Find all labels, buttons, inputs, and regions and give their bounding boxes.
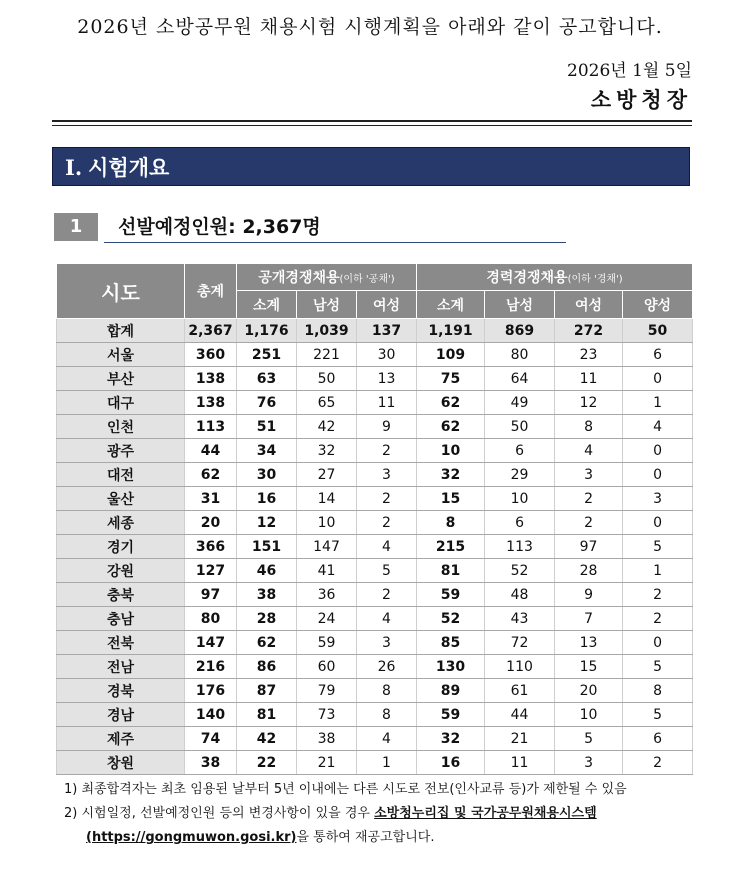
value-cell: 360 [185,343,237,367]
value-cell: 3 [357,463,417,487]
subsection-number: 1 [54,213,98,241]
value-cell: 43 [485,607,555,631]
value-cell: 38 [185,751,237,775]
value-cell: 138 [185,391,237,415]
value-cell: 61 [485,679,555,703]
value-cell: 2 [357,487,417,511]
value-cell: 10 [555,703,623,727]
value-cell: 6 [623,343,693,367]
value-cell: 79 [297,679,357,703]
value-cell: 4 [357,727,417,751]
region-cell: 세종 [57,511,185,535]
header-open-male: 남성 [297,291,357,319]
value-cell: 32 [297,439,357,463]
intro-text: 2026년 소방공무원 채용시험 시행계획을 아래와 같이 공고합니다. [77,16,663,38]
region-cell: 경북 [57,679,185,703]
table-row [57,391,693,415]
header-region: 시도 [57,264,185,319]
value-cell: 34 [237,439,297,463]
value-cell: 6 [485,439,555,463]
value-cell: 110 [485,655,555,679]
value-cell: 27 [297,463,357,487]
value-cell: 38 [297,727,357,751]
value-cell: 81 [417,559,485,583]
value-cell: 72 [485,631,555,655]
value-cell: 5 [555,727,623,751]
value-cell: 8 [623,679,693,703]
value-cell: 6 [485,511,555,535]
value-cell: 4 [357,535,417,559]
value-cell: 130 [417,655,485,679]
value-cell: 21 [485,727,555,751]
value-cell: 62 [417,415,485,439]
header-career-subtotal: 소계 [417,291,485,319]
table-row [57,727,693,751]
table-row [57,703,693,727]
value-cell: 0 [623,463,693,487]
region-cell: 경기 [57,535,185,559]
value-cell: 21 [297,751,357,775]
region-cell: 대구 [57,391,185,415]
value-cell: 2 [623,751,693,775]
value-cell: 8 [417,511,485,535]
value-cell: 5 [623,703,693,727]
region-cell: 제주 [57,727,185,751]
value-cell: 113 [185,415,237,439]
value-cell: 15 [417,487,485,511]
value-cell: 50 [485,415,555,439]
table-row [57,415,693,439]
value-cell: 31 [185,487,237,511]
value-cell: 0 [623,511,693,535]
value-cell: 9 [555,583,623,607]
value-cell: 137 [357,319,417,343]
value-cell: 75 [417,367,485,391]
table-row [57,487,693,511]
header-career-competition [417,264,693,291]
value-cell: 26 [357,655,417,679]
value-cell: 59 [297,631,357,655]
announcement-date: 2026년 1월 5일 [567,61,692,81]
header-open-label: 공개경쟁채용 [258,270,340,286]
value-cell: 215 [417,535,485,559]
region-cell: 창원 [57,751,185,775]
region-cell: 합계 [57,319,185,343]
header-career-either: 양성 [623,291,693,319]
value-cell: 89 [417,679,485,703]
double-rule-bottom [52,125,692,126]
region-cell: 인천 [57,415,185,439]
value-cell: 2 [623,583,693,607]
recruitment-table [56,263,693,775]
value-cell: 48 [485,583,555,607]
subsection-title: 선발예정인원: 2,367명 [118,216,321,238]
value-cell: 151 [237,535,297,559]
header-open-note: (이하 '공채') [339,274,395,285]
footnotes [64,778,704,850]
value-cell: 64 [485,367,555,391]
value-cell: 5 [623,655,693,679]
header-career-note: (이하 '경채') [567,274,623,285]
value-cell: 2 [357,511,417,535]
footnote-2-prefix: 2) 시험일정, 선발예정인원 등의 변경사항이 있을 경우 [64,806,375,821]
value-cell: 113 [485,535,555,559]
value-cell: 80 [185,607,237,631]
value-cell: 4 [555,439,623,463]
value-cell: 20 [185,511,237,535]
value-cell: 81 [237,703,297,727]
table-row [57,655,693,679]
value-cell: 4 [357,607,417,631]
value-cell: 16 [417,751,485,775]
value-cell: 36 [297,583,357,607]
value-cell: 46 [237,559,297,583]
double-rule-top [52,120,692,122]
value-cell: 0 [623,631,693,655]
table-row [57,631,693,655]
region-cell: 광주 [57,439,185,463]
value-cell: 12 [237,511,297,535]
value-cell: 1 [357,751,417,775]
value-cell: 176 [185,679,237,703]
value-cell: 22 [237,751,297,775]
value-cell: 52 [417,607,485,631]
region-cell: 울산 [57,487,185,511]
region-cell: 강원 [57,559,185,583]
value-cell: 80 [485,343,555,367]
value-cell: 30 [357,343,417,367]
value-cell: 11 [357,391,417,415]
footnote-2-suffix: 을 통하여 재공고합니다. [296,830,435,845]
value-cell: 13 [357,367,417,391]
table-row [57,607,693,631]
value-cell: 44 [185,439,237,463]
value-cell: 10 [417,439,485,463]
table-row [57,439,693,463]
value-cell: 140 [185,703,237,727]
value-cell: 62 [417,391,485,415]
value-cell: 2 [357,439,417,463]
region-cell: 전북 [57,631,185,655]
value-cell: 5 [357,559,417,583]
value-cell: 1 [623,391,693,415]
value-cell: 30 [237,463,297,487]
value-cell: 50 [297,367,357,391]
value-cell: 59 [417,703,485,727]
footnote-1: 1) 최종합격자는 최초 임용된 날부터 5년 이내에는 다른 시도로 전보(인사교류 등)가 제한될 수 있음 [64,782,627,797]
value-cell: 2 [555,511,623,535]
value-cell: 8 [357,679,417,703]
value-cell: 8 [357,703,417,727]
value-cell: 41 [297,559,357,583]
value-cell: 1,176 [237,319,297,343]
value-cell: 76 [237,391,297,415]
footnote-2-cont [64,826,704,850]
value-cell: 87 [237,679,297,703]
value-cell: 15 [555,655,623,679]
value-cell: 4 [623,415,693,439]
header-open-competition [237,264,417,291]
header-career-male: 남성 [485,291,555,319]
value-cell: 16 [237,487,297,511]
value-cell: 7 [555,607,623,631]
value-cell: 216 [185,655,237,679]
value-cell: 42 [237,727,297,751]
value-cell: 44 [485,703,555,727]
value-cell: 63 [237,367,297,391]
value-cell: 272 [555,319,623,343]
table-total-row [57,319,693,343]
value-cell: 86 [237,655,297,679]
value-cell: 73 [297,703,357,727]
region-cell: 충남 [57,607,185,631]
footnote-2-url-link[interactable]: (https://gongmuwon.gosi.kr) [86,830,297,845]
value-cell: 10 [485,487,555,511]
region-cell: 부산 [57,367,185,391]
region-cell: 서울 [57,343,185,367]
table-row [57,463,693,487]
value-cell: 42 [297,415,357,439]
value-cell: 2,367 [185,319,237,343]
value-cell: 62 [185,463,237,487]
value-cell: 97 [185,583,237,607]
section-heading [52,147,690,186]
value-cell: 1,039 [297,319,357,343]
value-cell: 23 [555,343,623,367]
value-cell: 13 [555,631,623,655]
value-cell: 3 [623,487,693,511]
value-cell: 51 [237,415,297,439]
value-cell: 0 [623,439,693,463]
header-total: 총계 [185,264,237,319]
value-cell: 109 [417,343,485,367]
value-cell: 147 [185,631,237,655]
value-cell: 869 [485,319,555,343]
table-row [57,367,693,391]
value-cell: 74 [185,727,237,751]
table-row [57,583,693,607]
value-cell: 9 [357,415,417,439]
value-cell: 49 [485,391,555,415]
table-row [57,679,693,703]
value-cell: 12 [555,391,623,415]
region-cell: 충북 [57,583,185,607]
region-cell: 전남 [57,655,185,679]
table-row [57,535,693,559]
value-cell: 221 [297,343,357,367]
agency-name: 소방청장 [590,88,692,112]
value-cell: 6 [623,727,693,751]
table-row [57,559,693,583]
value-cell: 38 [237,583,297,607]
table-row [57,751,693,775]
value-cell: 59 [417,583,485,607]
value-cell: 24 [297,607,357,631]
header-open-female: 여성 [357,291,417,319]
region-cell: 대전 [57,463,185,487]
value-cell: 14 [297,487,357,511]
header-career-label: 경력경쟁채용 [486,270,568,286]
value-cell: 2 [555,487,623,511]
value-cell: 3 [357,631,417,655]
value-cell: 8 [555,415,623,439]
header-career-female: 여성 [555,291,623,319]
value-cell: 65 [297,391,357,415]
value-cell: 11 [555,367,623,391]
value-cell: 3 [555,751,623,775]
value-cell: 52 [485,559,555,583]
value-cell: 85 [417,631,485,655]
value-cell: 50 [623,319,693,343]
section-roman: Ⅰ. [65,155,83,180]
value-cell: 11 [485,751,555,775]
value-cell: 0 [623,367,693,391]
value-cell: 147 [297,535,357,559]
value-cell: 1 [623,559,693,583]
value-cell: 10 [297,511,357,535]
value-cell: 366 [185,535,237,559]
subsection-underline [104,242,566,243]
value-cell: 2 [357,583,417,607]
value-cell: 28 [237,607,297,631]
value-cell: 32 [417,463,485,487]
value-cell: 28 [555,559,623,583]
section-title: 시험개요 [88,156,170,180]
value-cell: 29 [485,463,555,487]
value-cell: 62 [237,631,297,655]
value-cell: 1,191 [417,319,485,343]
value-cell: 5 [623,535,693,559]
value-cell: 60 [297,655,357,679]
footnote-2-site-link[interactable]: 소방청누리집 및 국가공무원채용시스템 [374,806,597,821]
region-cell: 경남 [57,703,185,727]
value-cell: 2 [623,607,693,631]
value-cell: 3 [555,463,623,487]
value-cell: 138 [185,367,237,391]
value-cell: 127 [185,559,237,583]
header-open-subtotal: 소계 [237,291,297,319]
value-cell: 97 [555,535,623,559]
table-row [57,511,693,535]
value-cell: 20 [555,679,623,703]
footnote-2 [64,802,704,826]
value-cell: 32 [417,727,485,751]
value-cell: 251 [237,343,297,367]
table-row [57,343,693,367]
